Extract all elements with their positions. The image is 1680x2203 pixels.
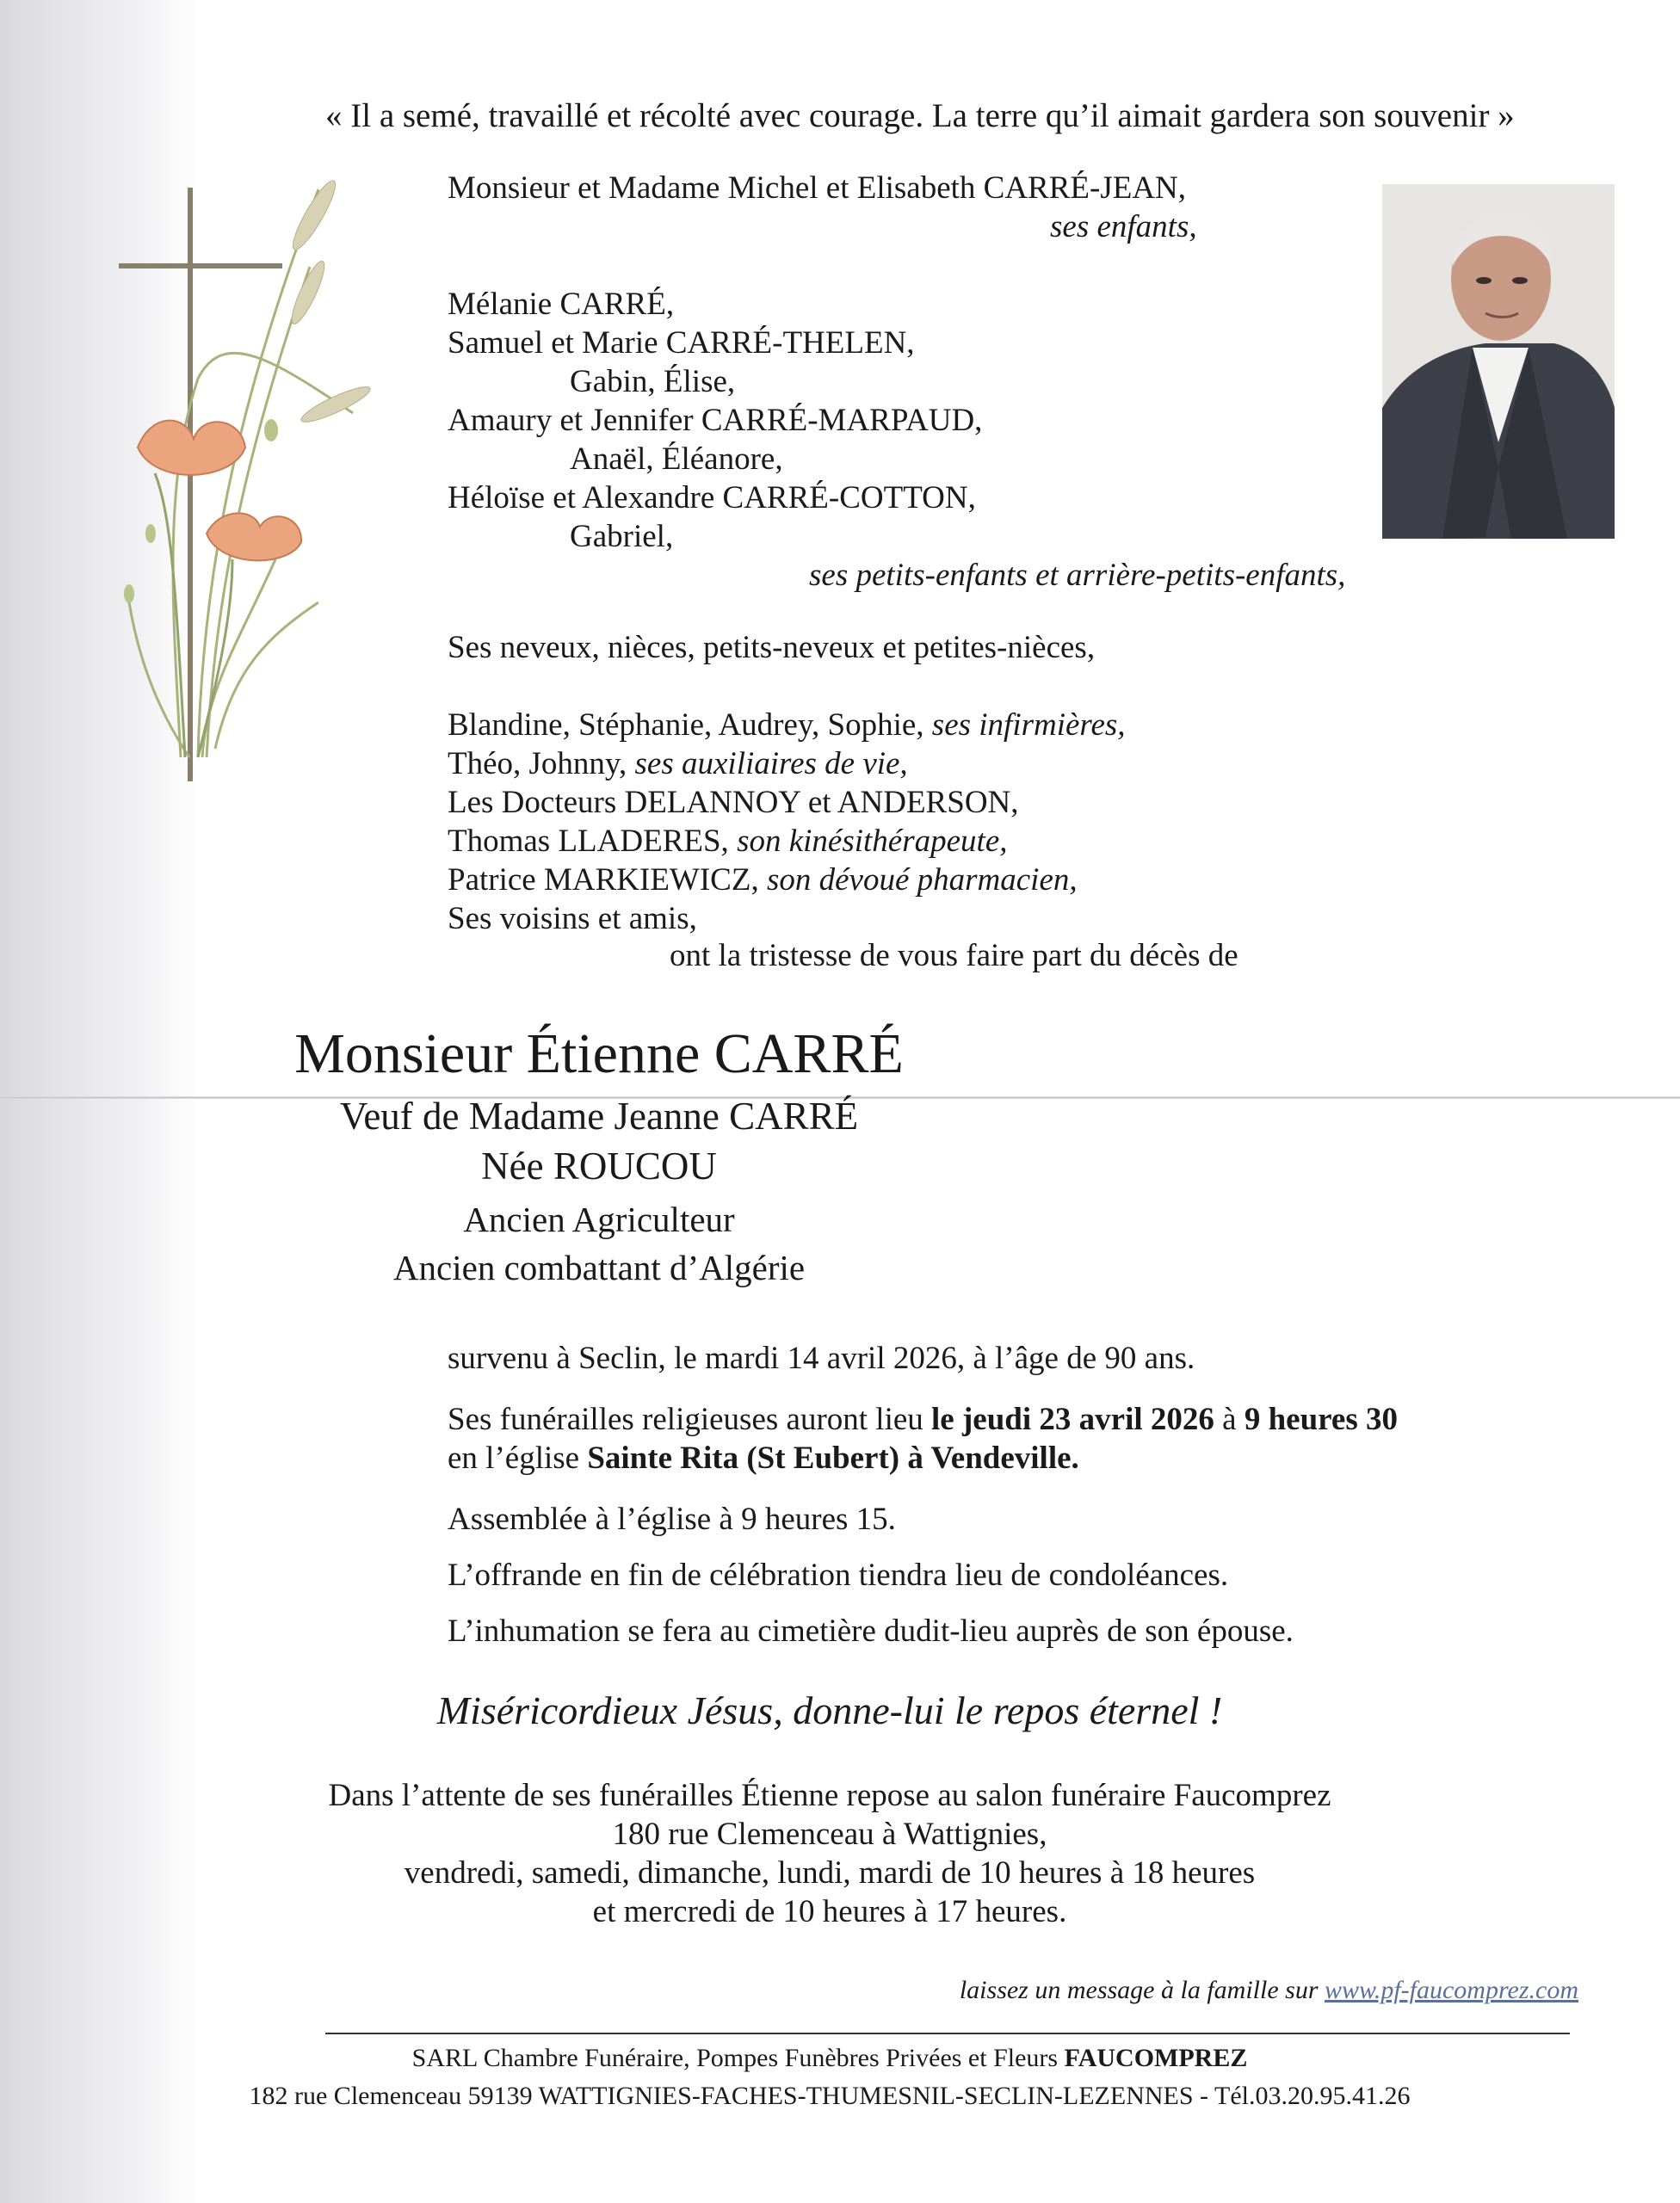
family-row: ses petits-enfants et arrière-petits-enfants, — [809, 558, 1346, 593]
funeral-date-line: Ses funérailles religieuses auront lieu le jeudi 23 avril 2026 à 9 heures 30 — [448, 1402, 1398, 1437]
acknowledgement-list — [448, 628, 1394, 938]
wheat-ears-icon — [287, 176, 374, 428]
family-row: Monsieur et Madame Michel et Elisabeth CARRÉ-JEAN, — [448, 170, 1187, 206]
maiden-name-line: Née ROUCOU — [481, 1145, 717, 1188]
footer-company: SARL Chambre Funéraire, Pompes Funèbres Privées et Fleurs FAUCOMPREZ — [411, 2044, 1248, 2072]
acknowledgement-row: Thomas LLADERES, son kinésithérapeute, — [448, 824, 1008, 859]
family-row — [448, 246, 1394, 285]
wake-line-4: et mercredi de 10 heures à 17 heures. — [592, 1894, 1067, 1929]
wake-line-1: Dans l’attente de ses funérailles Étienne repose au salon funéraire Faucomprez — [328, 1778, 1331, 1813]
wake-line-2: 180 rue Clemenceau à Wattignies, — [612, 1817, 1047, 1852]
acknowledgement-row: Les Docteurs DELANNOY et ANDERSON, — [448, 785, 1019, 820]
family-row: Héloïse et Alexandre CARRÉ-COTTON, — [448, 480, 976, 515]
company-brand: FAUCOMPREZ — [1064, 2044, 1248, 2072]
acknowledgement-row — [448, 667, 1394, 706]
footer-address: 182 rue Clemenceau 59139 WATTIGNIES-FACHES-THUMESNIL-SECLIN-LEZENNES - Tél.03.20.95.41.26 — [249, 2082, 1411, 2110]
wake-info — [0, 1776, 1670, 1931]
portrait-photo — [1382, 184, 1615, 539]
veteran-line: Ancien combattant d’Algérie — [392, 1248, 806, 1287]
family-list — [448, 169, 1394, 595]
cross-and-poppies-illustration — [103, 155, 387, 809]
footer-divider — [325, 2033, 1570, 2034]
burial-line: L’inhumation se fera au cimetière dudit-lieu auprès de son épouse. — [448, 1614, 1294, 1649]
announcement-text: ont la tristesse de vous faire part du décès de — [670, 938, 1238, 973]
family-row: Samuel et Marie CARRÉ-THELEN, — [448, 325, 915, 361]
wake-line-3: vendredi, samedi, dimanche, lundi, mardi de 10 heures à 18 heures — [404, 1855, 1256, 1891]
occupation-line: Ancien Agriculteur — [463, 1200, 735, 1239]
web-message-note: laissez un message à la famille sur www.pf-faucomprez.com — [959, 1976, 1578, 2004]
website-link[interactable]: www.pf-faucomprez.com — [1325, 1976, 1578, 2004]
funeral-time: 9 heures 30 — [1244, 1402, 1398, 1437]
epigraph-quote: « Il a semé, travaillé et récolté avec courage. La terre qu’il aimait gardera son souvenir » — [325, 97, 1515, 134]
assembly-line: Assemblée à l’église à 9 heures 15. — [448, 1502, 896, 1537]
acknowledgement-row: Patrice MARKIEWICZ, son dévoué pharmacien, — [448, 862, 1078, 898]
offering-line: L’offrande en fin de célébration tiendra lieu de condoléances. — [448, 1558, 1229, 1593]
acknowledgement-row: Théo, Johnny, ses auxiliaires de vie, — [448, 746, 908, 781]
church-name: Sainte Rita (St Eubert) à Vendeville. — [587, 1441, 1079, 1476]
acknowledgement-row: Ses voisins et amis, — [448, 901, 697, 936]
family-row: ses enfants, — [1050, 209, 1197, 244]
family-row: Anaël, Éléanore, — [570, 441, 783, 477]
funeral-details — [448, 1339, 1523, 1651]
funeral-date: le jeudi 23 avril 2026 — [931, 1402, 1214, 1437]
acknowledgement-row: Ses neveux, nièces, petits-neveux et petites-nièces, — [448, 630, 1096, 665]
deceased-name: Monsieur Étienne CARRÉ — [294, 1022, 904, 1085]
family-row: Mélanie CARRÉ, — [448, 287, 675, 322]
death-notice: survenu à Seclin, le mardi 14 avril 2026, à l’âge de 90 ans. — [448, 1341, 1195, 1376]
family-row: Amaury et Jennifer CARRÉ-MARPAUD, — [448, 403, 983, 438]
church-line: en l’église Sainte Rita (St Eubert) à Vendeville. — [448, 1441, 1079, 1476]
widow-line: Veuf de Madame Jeanne CARRÉ — [339, 1095, 859, 1138]
acknowledgement-row: Blandine, Stéphanie, Audrey, Sophie, ses infirmières, — [448, 707, 1126, 743]
family-row: Gabin, Élise, — [570, 364, 736, 399]
family-row: Gabriel, — [570, 519, 674, 554]
prayer-line: Miséricordieux Jésus, donne-lui le repos éternel ! — [436, 1688, 1223, 1732]
